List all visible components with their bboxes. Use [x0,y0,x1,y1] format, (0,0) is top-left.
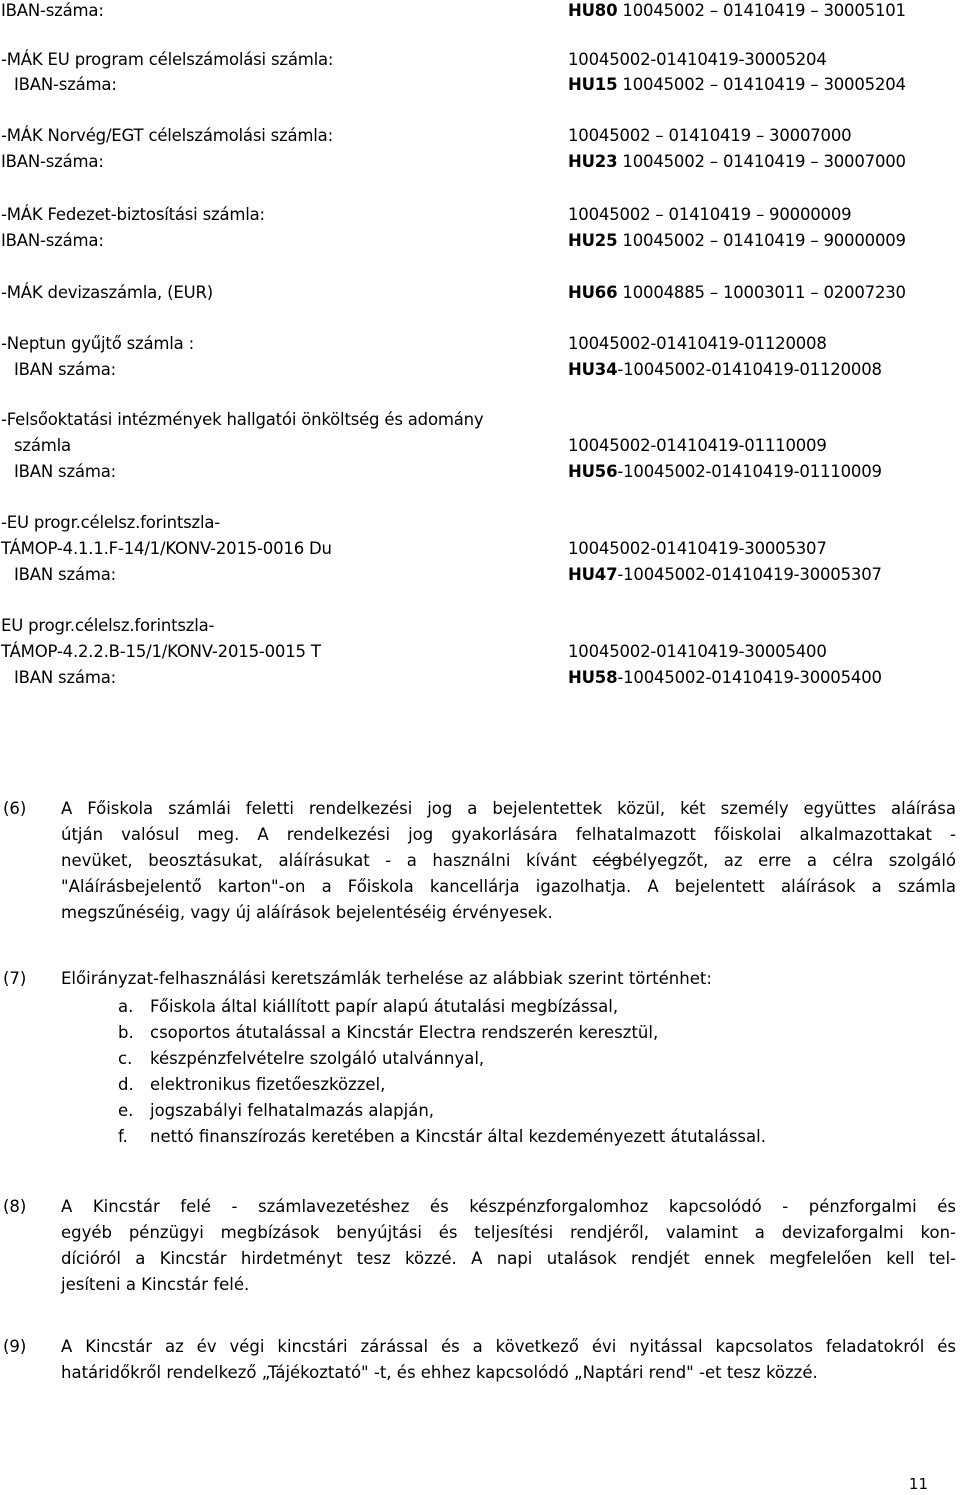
list-text: nettó finanszírozás keretében a Kincstár által kezdeményezett átutalással. [150,1127,766,1146]
list-marker: d. [118,1075,134,1094]
text-line: jesíteni a Kincstár felé. [61,1275,250,1294]
account-iban [568,75,906,95]
account-number: 10045002-01410419-01110009 [568,436,827,455]
iban-number: -10045002-01410419-01120008 [617,360,882,379]
list-item [118,1020,658,1046]
text-line [61,848,956,874]
iban-country-code: HU25 [568,231,618,250]
iban-number: 10045002 – 01410419 – 30007000 [622,152,906,171]
account-label: IBAN száma: [14,668,116,687]
account-iban [568,565,882,585]
account-iban [568,462,882,482]
list-text: jogszabályi felhatalmazás alapján, [150,1101,435,1120]
account-number: 10045002-01410419-30005204 [568,50,827,69]
account-label: IBAN száma: [14,360,116,379]
list-text: készpénzfelvételre szolgáló utalvánnyal, [150,1049,485,1068]
account-label: -MÁK Norvég/EGT célelszámolási számla: [1,126,333,145]
account-label: IBAN-száma: [14,75,117,94]
account-label: IBAN száma: [14,462,116,481]
account-iban [568,360,882,380]
iban-country-code: HU15 [568,75,618,94]
account-iban [568,283,906,303]
account-label: -Neptun gyűjtő számla : [1,334,194,353]
paragraph-number: (6) [3,799,27,818]
iban-number: -10045002-01410419-01110009 [617,462,882,481]
text-segment: nevüket, beosztásukat, aláírásukat - a használni kívánt [61,851,593,870]
iban-country-code: HU34 [568,360,618,379]
paragraph-number: (9) [3,1337,27,1356]
account-number: 10045002-01410419-01120008 [568,334,827,353]
account-number: 10045002 – 01410419 – 30007000 [568,126,852,145]
account-label: -MÁK Fedezet-biztosítási számla: [1,205,265,224]
text-line: dícióról a Kincstár hirdetményt tesz közzé. A napi utalások rendjét ennek megfelelően kell tel- [61,1249,956,1268]
account-number: 10045002-01410419-30005400 [568,642,827,661]
account-iban [568,152,906,172]
list-item [118,994,618,1020]
list-text: elektronikus fizetőeszközzel, [150,1075,386,1094]
iban-country-code: HU47 [568,565,618,584]
text-line: A Kincstár felé - számlavezetéshez és készpénzforgalomhoz kapcsolódó - pénzforgalmi és [61,1197,956,1216]
paragraph-number: (7) [3,969,27,988]
account-label: IBAN-száma: [1,1,104,20]
iban-number: 10004885 – 10003011 – 02007230 [622,283,906,302]
text-line: egyéb pénzügyi megbízások benyújtási és teljesítési rendjéről, valamint a devizaforgalmi kon- [61,1223,956,1242]
list-marker: e. [118,1101,134,1120]
account-label: EU progr.célelsz.forintszla- [1,616,215,635]
iban-country-code: HU80 [568,1,618,20]
paragraph-text [61,1194,956,1298]
iban-country-code: HU58 [568,668,618,687]
account-label: IBAN száma: [14,565,116,584]
account-label: TÁMOP-4.2.2.B-15/1/KONV-2015-0015 T [1,642,321,661]
iban-number: 10045002 – 01410419 – 30005101 [622,1,906,20]
paragraph-number: (8) [3,1197,27,1216]
list-marker: c. [118,1049,133,1068]
paragraph-text [61,1334,956,1386]
account-iban [568,668,882,688]
account-iban [568,1,906,21]
list-text: Főiskola által kiállított papír alapú átutalási megbízással, [150,997,619,1016]
list-item [118,1124,766,1150]
list-marker: f. [118,1127,128,1146]
text-segment: bélyegzőt, az erre a célra szolgáló [622,851,956,870]
iban-number: 10045002 – 01410419 – 30005204 [622,75,906,94]
list-item [118,1072,385,1098]
list-text: csoportos átutalással a Kincstár Electra rendszerén keresztül, [150,1023,659,1042]
account-label: számla [14,436,71,455]
list-item [118,1098,434,1124]
paragraph-text: Előirányzat-felhasználási keretszámlák terhelése az alábbiak szerint történhet: [61,969,712,988]
account-label: -MÁK EU program célelszámolási számla: [1,50,334,69]
iban-country-code: HU66 [568,283,618,302]
text-line: határidőkről rendelkező „Tájékoztató" -t, és ehhez kapcsolódó „Naptári rend" -et tesz közzé. [61,1363,818,1382]
text-line: "Aláírásbejelentő karton"-on a Főiskola kancellárja igazolhatja. A bejelentett aláírások a számla [61,877,956,896]
list-marker: a. [118,997,134,1016]
list-marker: b. [118,1023,134,1042]
iban-number: 10045002 – 01410419 – 90000009 [622,231,906,250]
account-label: -MÁK devizaszámla, (EUR) [1,283,213,302]
text-line: útján valósul meg. A rendelkezési jog gyakorlására felhatalmazott főiskolai alkalmazottakat - [61,825,956,844]
account-number: 10045002-01410419-30005307 [568,539,827,558]
iban-number: -10045002-01410419-30005307 [617,565,882,584]
account-label: -Felsőoktatási intézmények hallgatói önköltség és adomány [1,410,484,429]
iban-country-code: HU23 [568,152,618,171]
account-label: IBAN-száma: [1,231,104,250]
account-label: -EU progr.célelsz.forintszla- [1,513,221,532]
list-item [118,1046,484,1072]
struck-text: cég [592,851,623,870]
text-line: A Kincstár az év végi kincstári zárással és a következő évi nyitással kapcsolatos feladatokról és [61,1337,956,1356]
paragraph-text [61,796,956,926]
text-line: megszűnéséig, vagy új aláírások bejelentéséig érvényesek. [61,903,553,922]
account-label: TÁMOP-4.1.1.F-14/1/KONV-2015-0016 Du [1,539,332,558]
account-label: IBAN-száma: [1,152,104,171]
iban-number: -10045002-01410419-30005400 [617,668,882,687]
page-number: 11 [908,1475,928,1493]
account-number: 10045002 – 01410419 – 90000009 [568,205,852,224]
text-line: A Főiskola számlái feletti rendelkezési jog a bejelentettek közül, két személy együttes aláírása [61,799,956,818]
iban-country-code: HU56 [568,462,618,481]
account-iban [568,231,906,251]
